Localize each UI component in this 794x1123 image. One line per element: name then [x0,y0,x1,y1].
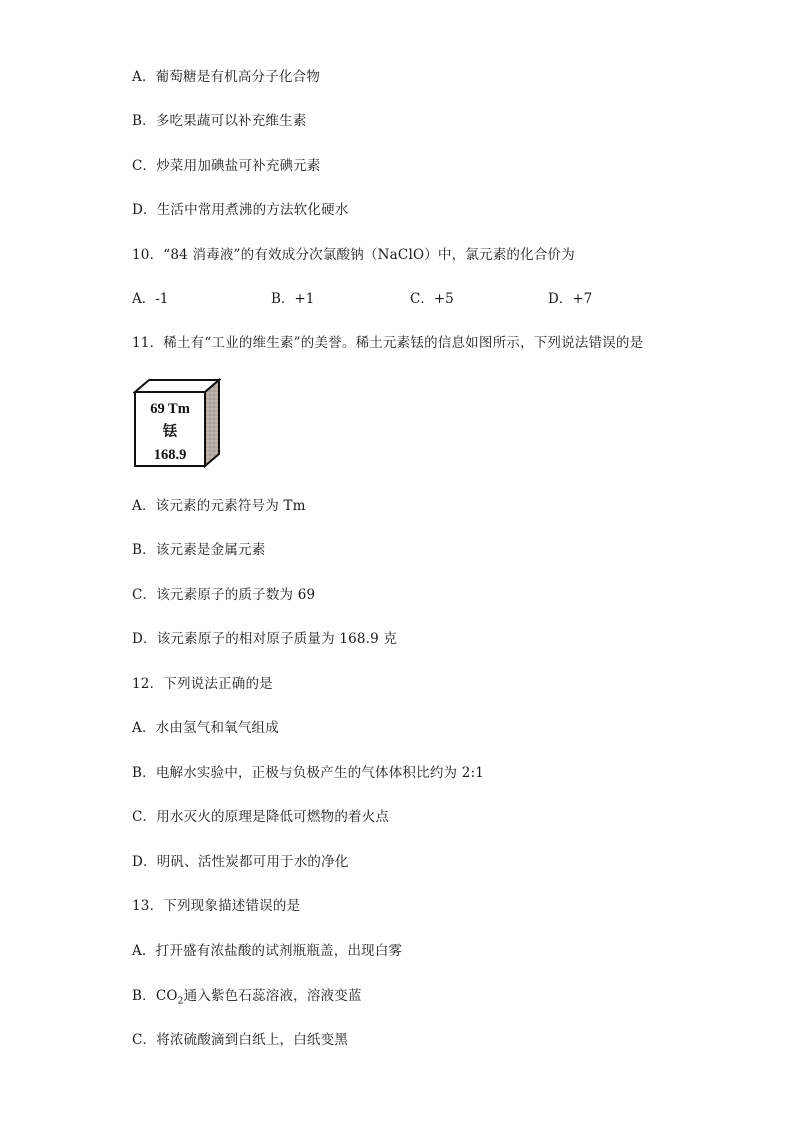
q9-option-c: C．炒菜用加碘盐可补充碘元素 [132,158,321,174]
q11-option-a: A．该元素的元素符号为 Tm [132,498,306,514]
element-cube-drawing [133,378,229,470]
q12-stem: 12．下列说法正确的是 [132,676,273,692]
q10-options-row [132,290,652,308]
q9-option-d: D．生活中常用煮沸的方法软化硬水 [132,202,349,218]
q10-option-c: C．+5 [410,291,454,307]
q9-option-a: A．葡萄糖是有机高分子化合物 [132,69,321,85]
q11-option-d: D．该元素原子的相对原子质量为 168.9 克 [132,631,398,647]
q13-option-a: A．打开盛有浓盐酸的试剂瓶瓶盖，出现白雾 [132,943,403,959]
q13-option-b-prefix: B．CO [132,988,178,1004]
q13-option-b-suffix: 通入紫色石蕊溶液，溶液变蓝 [183,988,362,1004]
q10-option-d: D．+7 [548,291,593,307]
element-name: 铥 [162,424,178,440]
element-number-symbol: 69 Tm [150,401,190,417]
q13-option-c: C．将浓硫酸滴到白纸上，白纸变黑 [132,1032,349,1048]
q13-option-b [132,987,362,1005]
element-mass: 168.9 [153,447,187,463]
q11-option-b: B．该元素是金属元素 [132,542,266,558]
q12-option-c: C．用水灭火的原理是降低可燃物的着火点 [132,809,390,825]
q12-option-a: A．水由氢气和氧气组成 [132,720,279,736]
q10-option-a: A．-1 [132,291,169,307]
q12-option-d: D．明矾、活性炭都可用于水的净化 [132,854,349,870]
q9-option-b: B．多吃果蔬可以补充维生素 [132,113,307,129]
q13-stem: 13．下列现象描述错误的是 [132,898,301,914]
q10-option-b: B．+1 [271,291,315,307]
q13-option-b-subscript: 2 [177,996,184,1007]
q11-option-c: C．该元素原子的质子数为 69 [132,587,316,603]
q10-stem: 10．“84 消毒液”的有效成分次氯酸钠（NaClO）中，氯元素的化合价为 [132,247,575,263]
element-info-figure [133,378,229,470]
q11-stem: 11．稀土有“工业的维生素”的美誉。稀土元素铥的信息如图所示，下列说法错误的是 [132,335,644,351]
q12-option-b: B．电解水实验中，正极与负极产生的气体体积比约为 2:1 [132,765,485,781]
